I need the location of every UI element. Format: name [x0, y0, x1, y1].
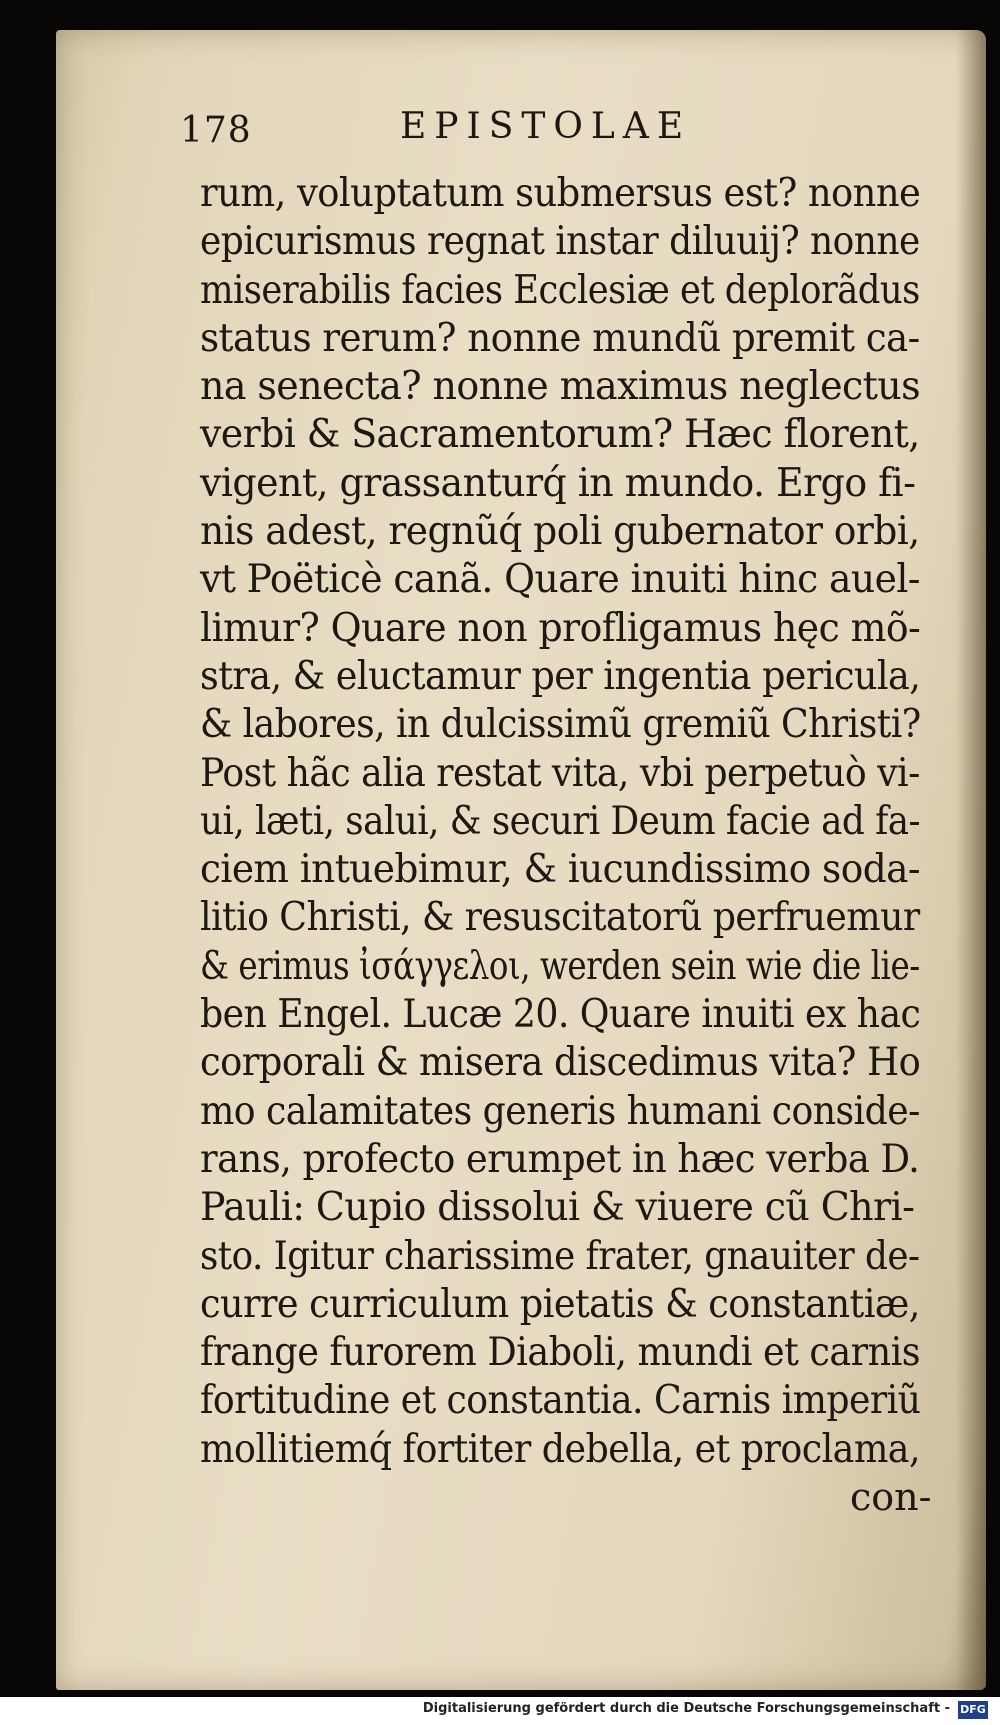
text-line: limur? Quare non profligamus hęc mõ- — [200, 605, 921, 651]
catchword: con- — [850, 1475, 932, 1519]
text-line: verbi & Sacramentorum? Hæc florent, — [200, 412, 920, 458]
text-line: ciem intuebimur, & iucundissimo soda- — [200, 847, 920, 893]
text-line: & erimus ἰσάγγελοι, werden sein wie die lie- — [200, 943, 920, 989]
page-edge-shadow — [956, 30, 986, 1690]
running-title: EPISTOLAE — [400, 106, 692, 147]
text-line: rans, profecto erumpet in hæc verba D. — [200, 1136, 920, 1182]
funding-ribbon — [0, 1697, 1000, 1725]
text-line: rum, voluptatum submersus est? nonne — [200, 171, 921, 216]
text-line: ben Engel. Lucæ 20. Quare inuiti ex hac — [200, 992, 921, 1038]
funding-note: Digitalisierung gefördert durch die Deutsche Forschungsgemeinschaft - — [422, 1701, 950, 1716]
text-line: stra, & eluctamur per ingentia pericula, — [200, 653, 921, 699]
text-line: fortitudine et constantia. Carnis imperiũ — [200, 1378, 921, 1424]
text-line: litio Christi, & resuscitatorũ perfruemur — [200, 895, 920, 941]
text-line: ui, læti, salui, & securi Deum facie ad fa- — [200, 798, 921, 844]
body-text — [200, 170, 940, 1474]
text-line: Pauli: Cupio dissolui & viuere cũ Chri- — [200, 1185, 915, 1231]
text-line: frange furorem Diaboli, mundi et carnis — [200, 1330, 921, 1376]
text-line: corporali & misera discedimus vita? Ho — [200, 1040, 921, 1086]
text-line: status rerum? nonne mundũ premit ca- — [200, 315, 920, 361]
text-line: vigent, grassanturq́ in mundo. Ergo fi- — [200, 460, 916, 506]
text-line: epicurismus regnat instar diluuij? nonne — [200, 219, 920, 265]
text-line: miserabilis facies Ecclesiæ et deplorãdus — [200, 267, 920, 313]
page-number: 178 — [180, 110, 252, 151]
page-header — [180, 100, 740, 160]
text-line: vt Poëticè canã. Quare inuiti hinc auel- — [200, 557, 920, 603]
text-line: nis adest, regnũq́ poli gubernator orbi, — [200, 509, 920, 555]
text-line: sto. Igitur charissime frater, gnauiter de- — [200, 1233, 920, 1279]
text-line: Post hãc alia restat vita, vbi perpetuò vi- — [200, 750, 920, 796]
text-line: curre curriculum pietatis & constantiæ, — [200, 1281, 920, 1327]
text-line: & labores, in dulcissimũ gremiũ Christi? — [200, 702, 921, 748]
text-line: mollitiemq́ fortiter debella, et proclama, — [200, 1426, 920, 1472]
text-line: na senecta? nonne maximus neglectus — [200, 364, 921, 410]
text-line: mo calamitates generis humani conside- — [200, 1088, 920, 1134]
dfg-logo: DFG — [958, 1701, 988, 1719]
